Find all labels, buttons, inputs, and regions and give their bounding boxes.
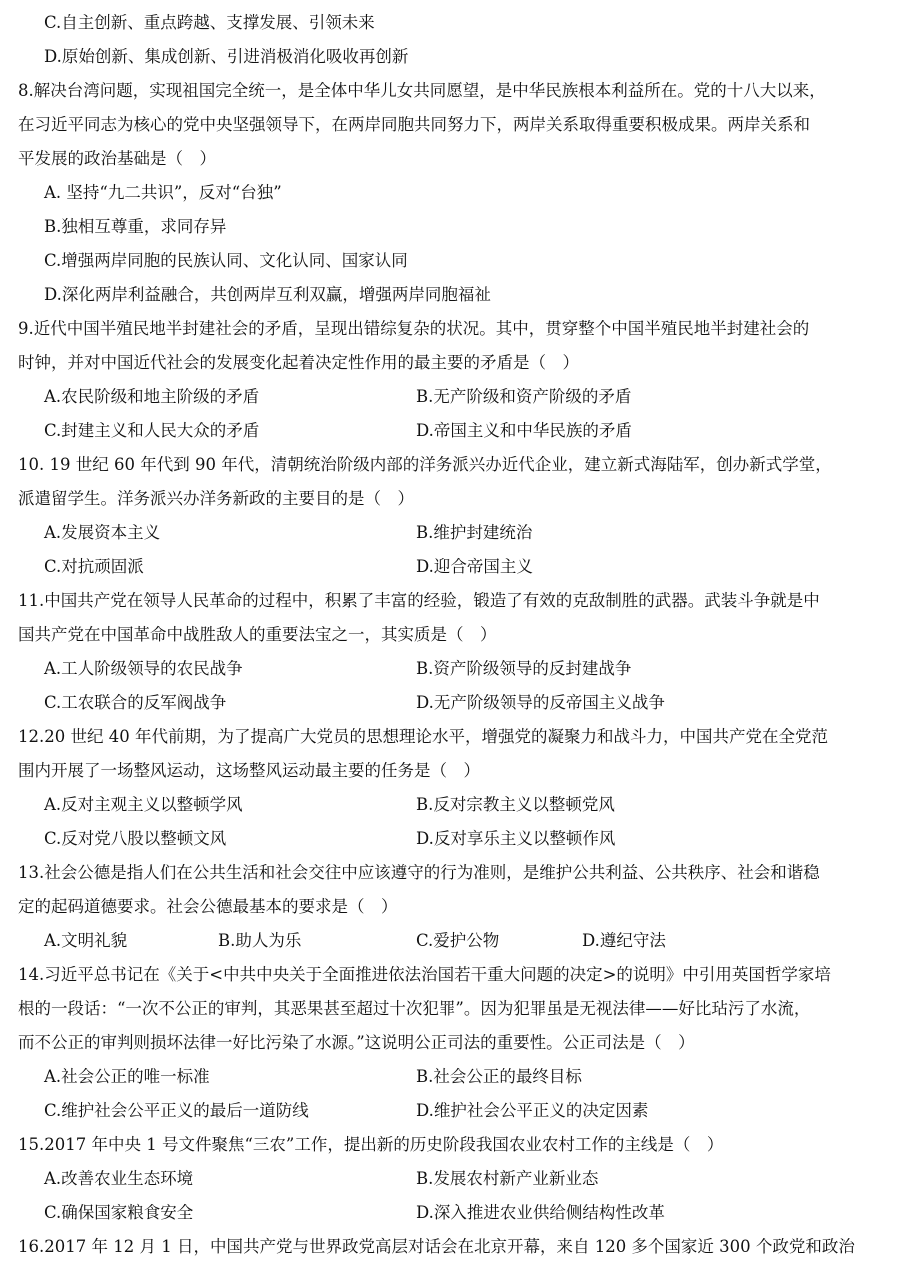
q15-stem-line-1: 15.2017 年中央 1 号文件聚焦“三农”工作，提出新的历史阶段我国农业农村工作的主线是（ ） (18, 1135, 724, 1154)
q9-option-a: A.农民阶级和地主阶级的矛盾 (44, 387, 260, 406)
q8-option-a: A. 坚持“九二共识”，反对“台独” (44, 183, 282, 202)
q10-stem-line-2: 派遣留学生。洋务派兴办洋务新政的主要目的是（ ） (18, 489, 414, 508)
q12-option-d: D.反对享乐主义以整顿作风 (416, 829, 616, 848)
q9-options-cd (18, 414, 886, 448)
q10-options-cd (18, 550, 886, 584)
q14-stem-line-1: 14.习近平总书记在《关于<中共中央关于全面推进依法治国若干重大问题的决定>的说明》中引用英国哲学家培 (18, 965, 831, 984)
q16-stem-line-1: 16.2017 年 12 月 1 日，中国共产党与世界政党高层对话会在北京开幕，来自 120 多个国家近 300 个政党和政治 (18, 1237, 855, 1256)
q11-option-c: C.工农联合的反军阀战争 (44, 693, 227, 712)
q11-option-d: D.无产阶级领导的反帝国主义战争 (416, 693, 665, 712)
q9-option-b: B.无产阶级和资产阶级的矛盾 (416, 387, 632, 406)
q10-options-ab (18, 516, 886, 550)
q9-option-d: D.帝国主义和中华民族的矛盾 (416, 421, 632, 440)
q9-stem-line-1: 9.近代中国半殖民地半封建社会的矛盾，呈现出错综复杂的状况。其中，贯穿整个中国半殖民地半封建社会的 (18, 319, 810, 338)
q10-option-d: D.迎合帝国主义 (416, 557, 533, 576)
q14-options-ab (18, 1060, 886, 1094)
q14-options-cd (18, 1094, 886, 1128)
q8-option-c: C.增强两岸同胞的民族认同、文化认同、国家认同 (44, 251, 408, 270)
q13-option-d: D.遵纪守法 (582, 931, 666, 950)
q9-stem-line-2: 时钟，并对中国近代社会的发展变化起着决定性作用的最主要的矛盾是（ ） (18, 353, 579, 372)
q13-stem-line-2: 定的起码道德要求。社会公德最基本的要求是（ ） (18, 897, 398, 916)
q8-stem-line-2: 在习近平同志为核心的党中央坚强领导下，在两岸同胞共同努力下，两岸关系取得重要积极成果。两岸关系和 (18, 115, 810, 134)
q14-stem-line-2: 根的一段话：“一次不公正的审判，其恶果甚至超过十次犯罪”。因为犯罪虽是无视法律——好比玷污了水流， (18, 999, 811, 1018)
q12-options-cd (18, 822, 886, 856)
q15-options-cd (18, 1196, 886, 1230)
q14-option-c: C.维护社会公平正义的最后一道防线 (44, 1101, 309, 1120)
q14-option-a: A.社会公正的唯一标准 (44, 1067, 210, 1086)
q15-option-d: D.深入推进农业供给侧结构性改革 (416, 1203, 665, 1222)
q11-options-ab (18, 652, 886, 686)
q14-stem-line-3: 而不公正的审判则损坏法律一好比污染了水源。”这说明公正司法的重要性。公正司法是（ ） (18, 1033, 695, 1052)
q12-option-c: C.反对党八股以整顿文风 (44, 829, 227, 848)
q12-stem-line-1: 12.20 世纪 40 年代前期，为了提高广大党员的思想理论水平，增强党的凝聚力和战斗力，中国共产党在全党范 (18, 727, 828, 746)
q15-option-a: A.改善农业生态环境 (44, 1169, 194, 1188)
q13-options (18, 924, 886, 958)
q11-options-cd (18, 686, 886, 720)
q14-option-d: D.维护社会公平正义的决定因素 (416, 1101, 649, 1120)
q14-option-b: B.社会公正的最终目标 (416, 1067, 582, 1086)
q11-option-b: B.资产阶级领导的反封建战争 (416, 659, 632, 678)
q8-option-d: D.深化两岸利益融合，共创两岸互利双赢，增强两岸同胞福祉 (44, 285, 491, 304)
q13-option-c: C.爱护公物 (416, 931, 500, 950)
q12-option-b: B.反对宗教主义以整顿党风 (416, 795, 615, 814)
q10-stem-line-1: 10. 19 世纪 60 年代到 90 年代，清朝统治阶级内部的洋务派兴办近代企业，建立新式海陆军，创办新式学堂， (18, 455, 832, 474)
q15-option-c: C.确保国家粮食安全 (44, 1203, 194, 1222)
q13-option-a: A.文明礼貌 (44, 931, 128, 950)
q15-options-ab (18, 1162, 886, 1196)
q10-option-a: A.发展资本主义 (44, 523, 161, 542)
q9-option-c: C.封建主义和人民大众的矛盾 (44, 421, 260, 440)
q11-stem-line-1: 11.中国共产党在领导人民革命的过程中，积累了丰富的经验，锻造了有效的克敌制胜的武器。武装斗争就是中 (18, 591, 820, 610)
q11-option-a: A.工人阶级领导的农民战争 (44, 659, 243, 678)
q10-option-b: B.维护封建统治 (416, 523, 533, 542)
q13-option-b: B.助人为乐 (218, 931, 302, 950)
q9-options-ab (18, 380, 886, 414)
q8-stem-line-3: 平发展的政治基础是（ ） (18, 149, 216, 168)
q8-stem-line-1: 8.解决台湾问题，实现祖国完全统一，是全体中华儿女共同愿望，是中华民族根本利益所在。党的十八大以来， (18, 81, 826, 100)
q8-option-b: B.独相互尊重，求同存异 (44, 217, 227, 236)
q11-stem-line-2: 国共产党在中国革命中战胜敌人的重要法宝之一，其实质是（ ） (18, 625, 497, 644)
q15-option-b: B.发展农村新产业新业态 (416, 1169, 599, 1188)
q13-stem-line-1: 13.社会公德是指人们在公共生活和社会交往中应该遵守的行为准则，是维护公共利益、公共秩序、社会和谐稳 (18, 863, 820, 882)
q12-option-a: A.反对主观主义以整顿学风 (44, 795, 243, 814)
q7-option-c: C.自主创新、重点跨越、支撑发展、引领未来 (44, 13, 375, 32)
q12-options-ab (18, 788, 886, 822)
q12-stem-line-2: 围内开展了一场整风运动，这场整风运动最主要的任务是（ ） (18, 761, 480, 780)
q10-option-c: C.对抗顽固派 (44, 557, 144, 576)
q7-option-d: D.原始创新、集成创新、引进消极消化吸收再创新 (44, 47, 409, 66)
